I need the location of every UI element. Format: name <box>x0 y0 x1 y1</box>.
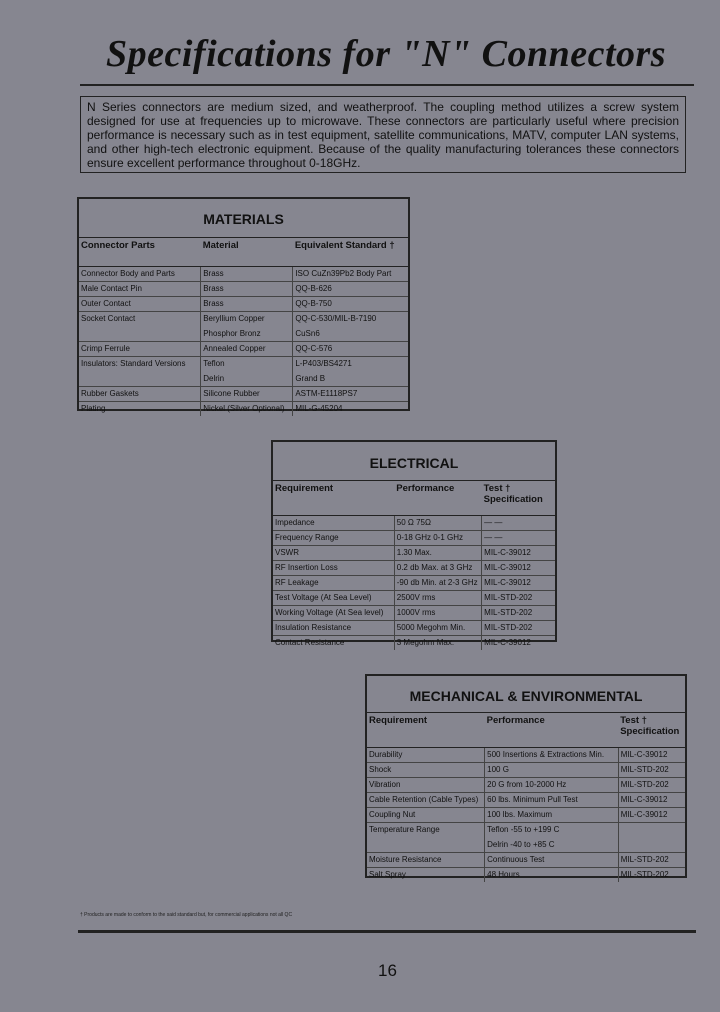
materials-cell: ISO CuZn39Pb2 Body Part <box>293 267 408 282</box>
materials-cell: QQ-B-626 <box>293 282 408 297</box>
electrical-cell: MIL-STD-202 <box>482 606 555 621</box>
mechanical-cell: Coupling Nut <box>367 808 485 823</box>
electrical-cell: Working Voltage (At Sea level) <box>273 606 394 621</box>
electrical-cell: 5000 Megohm Min. <box>394 621 481 636</box>
electrical-table-row <box>273 636 555 651</box>
mechanical-cell: 100 G <box>485 763 619 778</box>
materials-cell: Beryllium Copper <box>201 312 293 327</box>
mechanical-header-performance: Performance <box>485 713 619 748</box>
mechanical-cell: Cable Retention (Cable Types) <box>367 793 485 808</box>
electrical-table <box>271 440 557 647</box>
materials-cell: QQ-B-750 <box>293 297 408 312</box>
materials-table-row <box>79 357 408 372</box>
electrical-table-row <box>273 516 555 531</box>
electrical-cell: 1000V rms <box>394 606 481 621</box>
electrical-cell: 0.2 db Max. at 3 GHz <box>394 561 481 576</box>
materials-cell: L-P403/BS4271 <box>293 357 408 372</box>
mechanical-cell: Teflon -55 to +199 C <box>485 823 619 838</box>
materials-cell: Silicone Rubber <box>201 387 293 402</box>
intro-text: N Series connectors are medium sized, and weatherproof. The coupling method utilizes a screw system designed for use at frequencies up to microwave. These connectors are particularly useful where precision performance is necessary such as in test equipment, satellite communications, MATV, computer LAN systems, and other high-tech electronic equipment. Because of the quality manufacturing tolerances these connectors ensure excellent performance throughout 0-18GHz. <box>87 100 679 170</box>
footnote: † Products are made to conform to the said standard but, for commercial applications not all QC <box>80 912 293 918</box>
materials-cell: Delrin <box>201 372 293 387</box>
mechanical-cell: MIL-STD-202 <box>618 778 685 793</box>
mechanical-cell: Durability <box>367 748 485 763</box>
electrical-cell: Insulation Resistance <box>273 621 394 636</box>
materials-cell: QQ-C-576 <box>293 342 408 357</box>
mechanical-cell: 60 lbs. Minimum Pull Test <box>485 793 619 808</box>
materials-table <box>77 197 410 411</box>
materials-cell: Male Contact Pin <box>79 282 201 297</box>
mechanical-title: MECHANICAL & ENVIRONMENTAL <box>367 676 685 713</box>
materials-cell: Insulators: Standard Versions <box>79 357 201 372</box>
electrical-cell: MIL-C-39012 <box>482 636 555 651</box>
materials-cell: Teflon <box>201 357 293 372</box>
mechanical-cell: 100 lbs. Maximum <box>485 808 619 823</box>
electrical-table-row <box>273 531 555 546</box>
electrical-table-row <box>273 591 555 606</box>
materials-cell: Plating <box>79 402 201 417</box>
materials-cell: Crimp Ferrule <box>79 342 201 357</box>
materials-cell: Socket Contact <box>79 312 201 327</box>
electrical-cell: Test Voltage (At Sea Level) <box>273 591 394 606</box>
electrical-cell: MIL-STD-202 <box>482 591 555 606</box>
electrical-header-requirement: Requirement <box>273 481 394 516</box>
mechanical-cell: MIL-C-39012 <box>618 748 685 763</box>
electrical-cell: VSWR <box>273 546 394 561</box>
materials-table-row <box>79 312 408 327</box>
electrical-cell: 3 Megohm Max. <box>394 636 481 651</box>
electrical-cell: 0-18 GHz 0-1 GHz <box>394 531 481 546</box>
page-number: 16 <box>378 961 397 980</box>
materials-cell: Outer Contact <box>79 297 201 312</box>
electrical-cell: — — <box>482 531 555 546</box>
materials-table-row <box>79 342 408 357</box>
mechanical-table-row <box>367 868 685 883</box>
mechanical-cell: MIL-C-39012 <box>618 793 685 808</box>
mechanical-cell: MIL-STD-202 <box>618 763 685 778</box>
electrical-cell: 2500V rms <box>394 591 481 606</box>
electrical-table-row <box>273 546 555 561</box>
electrical-cell: -90 db Min. at 2-3 GHz <box>394 576 481 591</box>
materials-table-row <box>79 267 408 282</box>
materials-table-row <box>79 402 408 417</box>
electrical-cell: RF Leakage <box>273 576 394 591</box>
mechanical-cell: Delrin -40 to +85 C <box>485 838 619 853</box>
mechanical-cell: MIL-C-39012 <box>618 808 685 823</box>
electrical-header-test: Test † Specification <box>482 481 555 516</box>
electrical-cell: MIL-C-39012 <box>482 576 555 591</box>
mechanical-table-row <box>367 763 685 778</box>
title-rule <box>80 84 694 86</box>
materials-cell: Connector Body and Parts <box>79 267 201 282</box>
mechanical-cell: MIL-STD-202 <box>618 853 685 868</box>
materials-title: MATERIALS <box>79 199 408 238</box>
materials-table-row <box>79 282 408 297</box>
mechanical-cell: 500 Insertions & Extractions Min. <box>485 748 619 763</box>
mechanical-cell: Salt Spray <box>367 868 485 883</box>
materials-header-standard: Equivalent Standard † <box>293 238 408 267</box>
mechanical-cell: Vibration <box>367 778 485 793</box>
mechanical-cell: Temperature Range <box>367 823 485 838</box>
mechanical-table-row <box>367 748 685 763</box>
electrical-table-row <box>273 621 555 636</box>
mechanical-cell <box>618 823 685 838</box>
electrical-cell: MIL-C-39012 <box>482 546 555 561</box>
mechanical-table-row <box>367 823 685 838</box>
intro-box <box>80 96 686 173</box>
materials-header-parts: Connector Parts <box>79 238 201 267</box>
bottom-rule <box>78 930 696 933</box>
electrical-cell: 50 Ω 75Ω <box>394 516 481 531</box>
electrical-table-row <box>273 606 555 621</box>
materials-header-material: Material <box>201 238 293 267</box>
mechanical-cell: Continuous Test <box>485 853 619 868</box>
mechanical-table-row <box>367 838 685 853</box>
mechanical-table-row <box>367 808 685 823</box>
mechanical-table-row <box>367 778 685 793</box>
mechanical-cell: Shock <box>367 763 485 778</box>
electrical-title: ELECTRICAL <box>273 442 555 481</box>
materials-table-row <box>79 297 408 312</box>
mechanical-cell <box>367 838 485 853</box>
materials-cell: Phosphor Bronz <box>201 327 293 342</box>
mechanical-table-row <box>367 793 685 808</box>
mechanical-header-test: Test † Specification <box>618 713 685 748</box>
materials-cell: Grand B <box>295 374 326 383</box>
mechanical-cell: MIL-STD-202 <box>618 868 685 883</box>
electrical-table-row <box>273 576 555 591</box>
electrical-cell: Impedance <box>273 516 394 531</box>
materials-cell: ASTM-E1118PS7 <box>293 387 408 402</box>
materials-cell <box>79 327 201 342</box>
materials-cell: MIL-G-45204 <box>293 402 408 417</box>
materials-table-row <box>79 327 408 342</box>
materials-cell: Rubber Gaskets <box>79 387 201 402</box>
electrical-cell: MIL-C-39012 <box>482 561 555 576</box>
mechanical-cell: 20 G from 10-2000 Hz <box>485 778 619 793</box>
materials-cell: CuSn6 <box>295 329 320 338</box>
mechanical-cell: Moisture Resistance <box>367 853 485 868</box>
electrical-header-performance: Performance <box>394 481 481 516</box>
electrical-cell: 1.30 Max. <box>394 546 481 561</box>
electrical-cell: — — <box>482 516 555 531</box>
mechanical-table <box>365 674 687 878</box>
mechanical-header-requirement: Requirement <box>367 713 485 748</box>
mechanical-table-row <box>367 853 685 868</box>
mechanical-cell <box>618 838 685 853</box>
electrical-cell: MIL-STD-202 <box>482 621 555 636</box>
materials-table-row <box>79 387 408 402</box>
materials-cell: Brass <box>201 297 293 312</box>
page-title: Specifications for "N" Connectors <box>106 33 667 75</box>
materials-cell <box>79 372 201 387</box>
electrical-cell: Frequency Range <box>273 531 394 546</box>
materials-cell: Brass <box>201 267 293 282</box>
materials-cell: Annealed Copper <box>201 342 293 357</box>
electrical-cell: RF Insertion Loss <box>273 561 394 576</box>
materials-cell: QQ-C-530/MIL-B-7190 <box>293 312 408 327</box>
electrical-table-row <box>273 561 555 576</box>
materials-cell: Brass <box>201 282 293 297</box>
materials-table-row <box>79 372 408 387</box>
mechanical-cell: 48 Hours <box>485 868 619 883</box>
materials-cell: Nickel (Silver Optional) <box>201 402 293 417</box>
electrical-cell: Contact Resistance <box>273 636 394 651</box>
